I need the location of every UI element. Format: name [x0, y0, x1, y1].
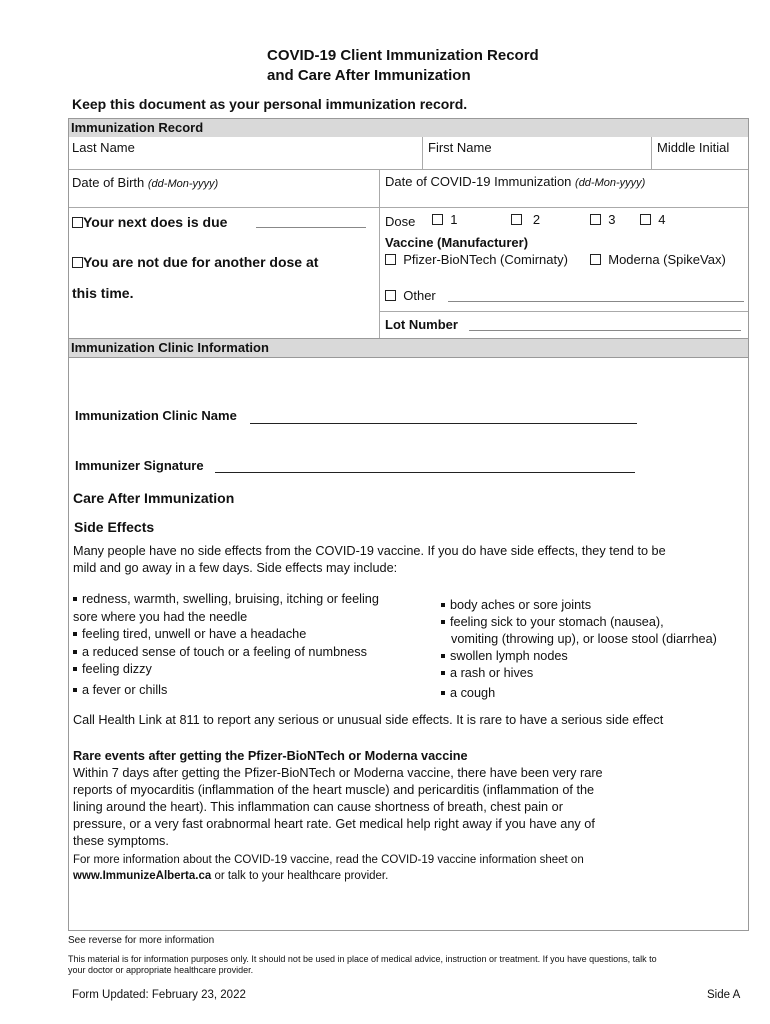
dose-4-checkbox[interactable]: 4 [640, 212, 665, 227]
clinic-name-label: Immunization Clinic Name [75, 408, 237, 423]
immunize-alberta-link[interactable]: www.ImmunizeAlberta.ca [73, 870, 212, 882]
immunization-record-header: Immunization Record [69, 119, 748, 137]
list-item: a rash or hives [441, 665, 751, 682]
first-name-field[interactable]: First Name [428, 140, 492, 155]
dob-label: Date of Birth [72, 175, 145, 190]
list-item: feeling dizzy [73, 661, 433, 679]
dose-3-checkbox[interactable]: 3 [590, 212, 615, 227]
list-item: feeling sick to your stomach (nausea), [441, 614, 751, 631]
immunizer-signature-label: Immunizer Signature [75, 458, 204, 473]
more-info-text: For more information about the COVID-19 vaccine, read the COVID-19 vaccine information sheet on www.ImmunizeAlberta.ca or talk to your healthcare provider. [73, 854, 584, 882]
side-effects-list-left [73, 591, 433, 699]
middle-initial-field[interactable]: Middle Initial [657, 140, 730, 155]
see-reverse: See reverse for more information [68, 935, 215, 946]
immunization-date-field[interactable] [385, 174, 645, 189]
last-name-field[interactable]: Last Name [72, 140, 135, 155]
list-item: feeling tired, unwell or have a headache [73, 626, 433, 644]
list-item: swollen lymph nodes [441, 648, 751, 665]
checkbox-icon [72, 217, 83, 228]
dose-1-checkbox[interactable]: 1 [432, 212, 457, 227]
next-dose-label: Your next does is due [83, 214, 228, 230]
list-item: redness, warmth, swelling, bruising, itching or feeling [73, 591, 433, 609]
clinic-name-input[interactable] [250, 423, 637, 424]
dose-2-checkbox[interactable]: 2 [511, 212, 540, 227]
disclaimer: This material is for information purposes only. It should not be used in place of medical advice, instruction or treatment. If you have questions, talk to your doctor or appropriate healthcare provider. [68, 954, 657, 975]
list-item: sore where you had the needle [73, 609, 248, 624]
vaccine-label: Vaccine (Manufacturer) [385, 235, 529, 250]
list-item: a cough [441, 685, 751, 702]
form-updated: Form Updated: February 23, 2022 [72, 989, 246, 1001]
immunization-date-label: Date of COVID-19 Immunization [385, 174, 572, 189]
dob-format: (dd-Mon-yyyy) [147, 178, 219, 190]
rare-events-text: Within 7 days after getting the Pfizer-BioNTech or Moderna vaccine, there have been very rare reports of myocarditis (inflammation of the heart muscle) and pericarditis (inflammation of the lining around the heart). This inflammation can cause shortness of breath, chest pain or pressure, or a very fast orabnormal heart rate. Get medical help right away if you have any of these symptoms. [73, 766, 603, 848]
side-effects-list-right [441, 597, 751, 702]
moderna-checkbox[interactable]: Moderna (SpikeVax) [590, 252, 726, 267]
list-item: a reduced sense of touch or a feeling of numbness [73, 644, 433, 662]
not-due-label: You are not due for another dose at [83, 254, 319, 270]
clinic-info-header: Immunization Clinic Information [69, 338, 748, 358]
list-item: vomiting (throwing up), or loose stool (diarrhea) [451, 632, 717, 646]
immunization-date-format: (dd-Mon-yyyy) [575, 177, 646, 189]
page-title [267, 46, 539, 86]
side-effects-heading: Side Effects [74, 519, 155, 535]
not-due-checkbox[interactable] [72, 254, 318, 270]
lot-number-label: Lot Number [385, 317, 458, 332]
health-link-text: Call Health Link at 811 to report any serious or unusual side effects. It is rare to have a serious side effect [73, 713, 664, 727]
signature-input[interactable] [215, 472, 635, 473]
side-label: Side A [707, 989, 741, 1001]
title-line-1: COVID-19 Client Immunization Record [267, 47, 539, 64]
list-item: body aches or sore joints [441, 597, 751, 614]
date-of-birth-field[interactable] [72, 175, 218, 190]
care-heading: Care After Immunization [73, 490, 235, 506]
pfizer-checkbox[interactable]: Pfizer-BioNTech (Comirnaty) [385, 252, 568, 267]
side-effects-intro: Many people have no side effects from the COVID-19 vaccine. If you do have side effects, they tend to be mild and go away in a few days. Side effects may include: [73, 544, 666, 575]
keep-notice: Keep this document as your personal immunization record. [72, 96, 468, 112]
dose-label: Dose [385, 214, 416, 229]
rare-events-heading: Rare events after getting the Pfizer-BioNTech or Moderna vaccine [73, 749, 468, 763]
title-line-2: and Care After Immunization [267, 67, 471, 84]
checkbox-icon [72, 257, 83, 268]
other-checkbox[interactable]: Other [385, 288, 436, 303]
list-item: a fever or chills [73, 682, 433, 700]
next-dose-checkbox[interactable] [72, 214, 227, 230]
not-due-label-cont: this time. [72, 285, 134, 301]
